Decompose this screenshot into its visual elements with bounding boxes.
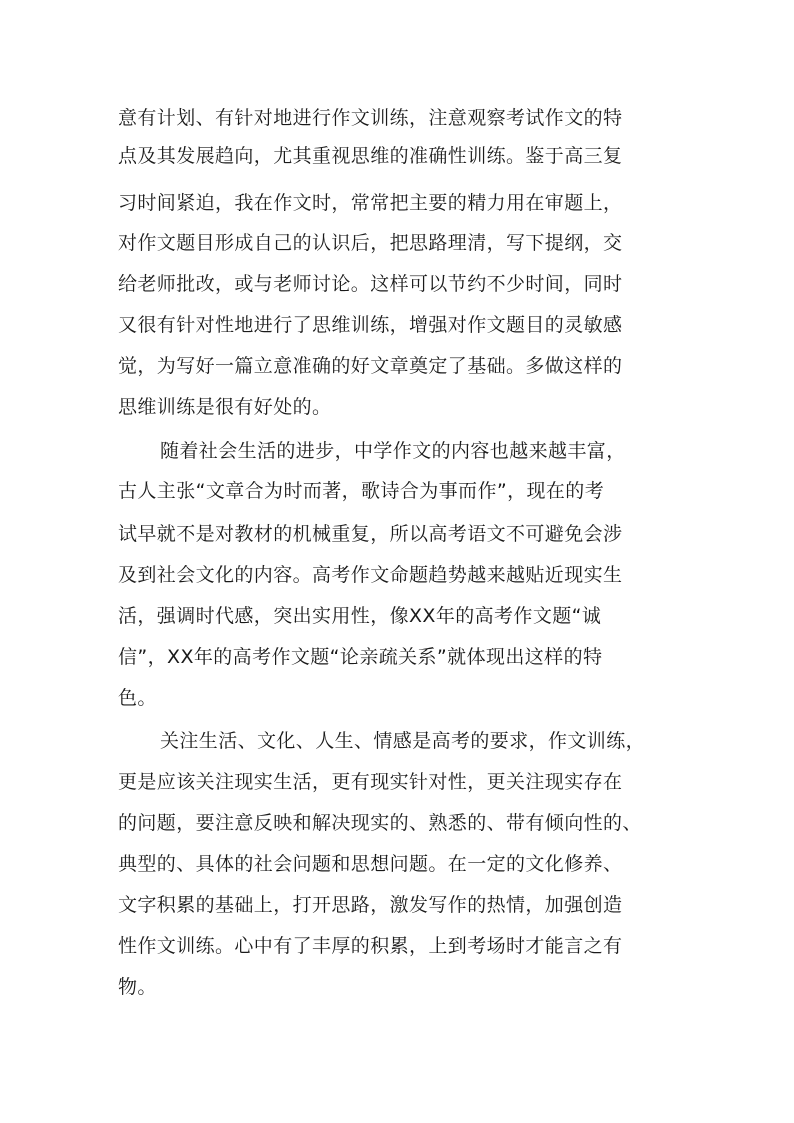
paragraph-2-line-2: 古人主张“文章合为时而著，歌诗合为事而作”，现在的考 — [118, 480, 605, 502]
paragraph-1-line-8: 思维训练是很有好处的。 — [118, 396, 332, 418]
paragraph-2-line-3: 试早就不是对教材的机械重复，所以高考语文不可避免会涉 — [118, 523, 623, 545]
paragraph-3-line-6: 性作文训练。心中有了丰厚的积累，上到考场时才能言之有 — [118, 935, 623, 957]
paragraph-2-line-5: 活，强调时代感，突出实用性，像XX年的高考作文题“诚 — [118, 605, 602, 627]
paragraph-2-line-6: 信”，XX年的高考作文题“论亲疏关系”就体现出这样的特 — [118, 646, 603, 668]
paragraph-3-line-5: 文字积累的基础上，打开思路，激发写作的热情，加强创造 — [118, 894, 623, 916]
paragraph-3-line-2: 更是应该关注现实生活，更有现实针对性，更关注现实存在 — [118, 771, 623, 793]
paragraph-1-line-5: 给老师批改，或与老师讨论。这样可以节约不少时间，同时 — [118, 273, 623, 295]
paragraph-2-line-4: 及到社会文化的内容。高考作文命题趋势越来越贴近现实生 — [118, 564, 623, 586]
paragraph-2-line-7: 色。 — [118, 687, 157, 709]
paragraph-3-line-1: 关注生活、文化、人生、情感是高考的要求，作文训练， — [160, 730, 646, 752]
paragraph-1-line-6: 又很有针对性地进行了思维训练，增强对作文题目的灵敏感 — [118, 314, 623, 336]
paragraph-3-line-4: 典型的、具体的社会问题和思想问题。在一定的文化修养、 — [118, 853, 623, 875]
paragraph-3-line-7: 物。 — [118, 976, 157, 998]
paragraph-2-line-1: 随着社会生活的进步，中学作文的内容也越来越丰富， — [160, 440, 626, 462]
paragraph-3-line-3: 的问题，要注意反映和解决现实的、熟悉的、带有倾向性的、 — [118, 812, 642, 834]
paragraph-1-line-4: 对作文题目形成自己的认识后，把思路理清，写下提纲，交 — [118, 232, 623, 254]
paragraph-1-line-1: 意有计划、有针对地进行作文训练，注意观察考试作文的特 — [118, 107, 623, 129]
paragraph-1-line-7: 觉，为写好一篇立意准确的好文章奠定了基础。多做这样的 — [118, 355, 623, 377]
paragraph-1-line-2: 点及其发展趋向，尤其重视思维的准确性训练。鉴于高三复 — [118, 145, 623, 167]
paragraph-1-line-3: 习时间紧迫，我在作文时，常常把主要的精力用在审题上， — [118, 192, 623, 214]
